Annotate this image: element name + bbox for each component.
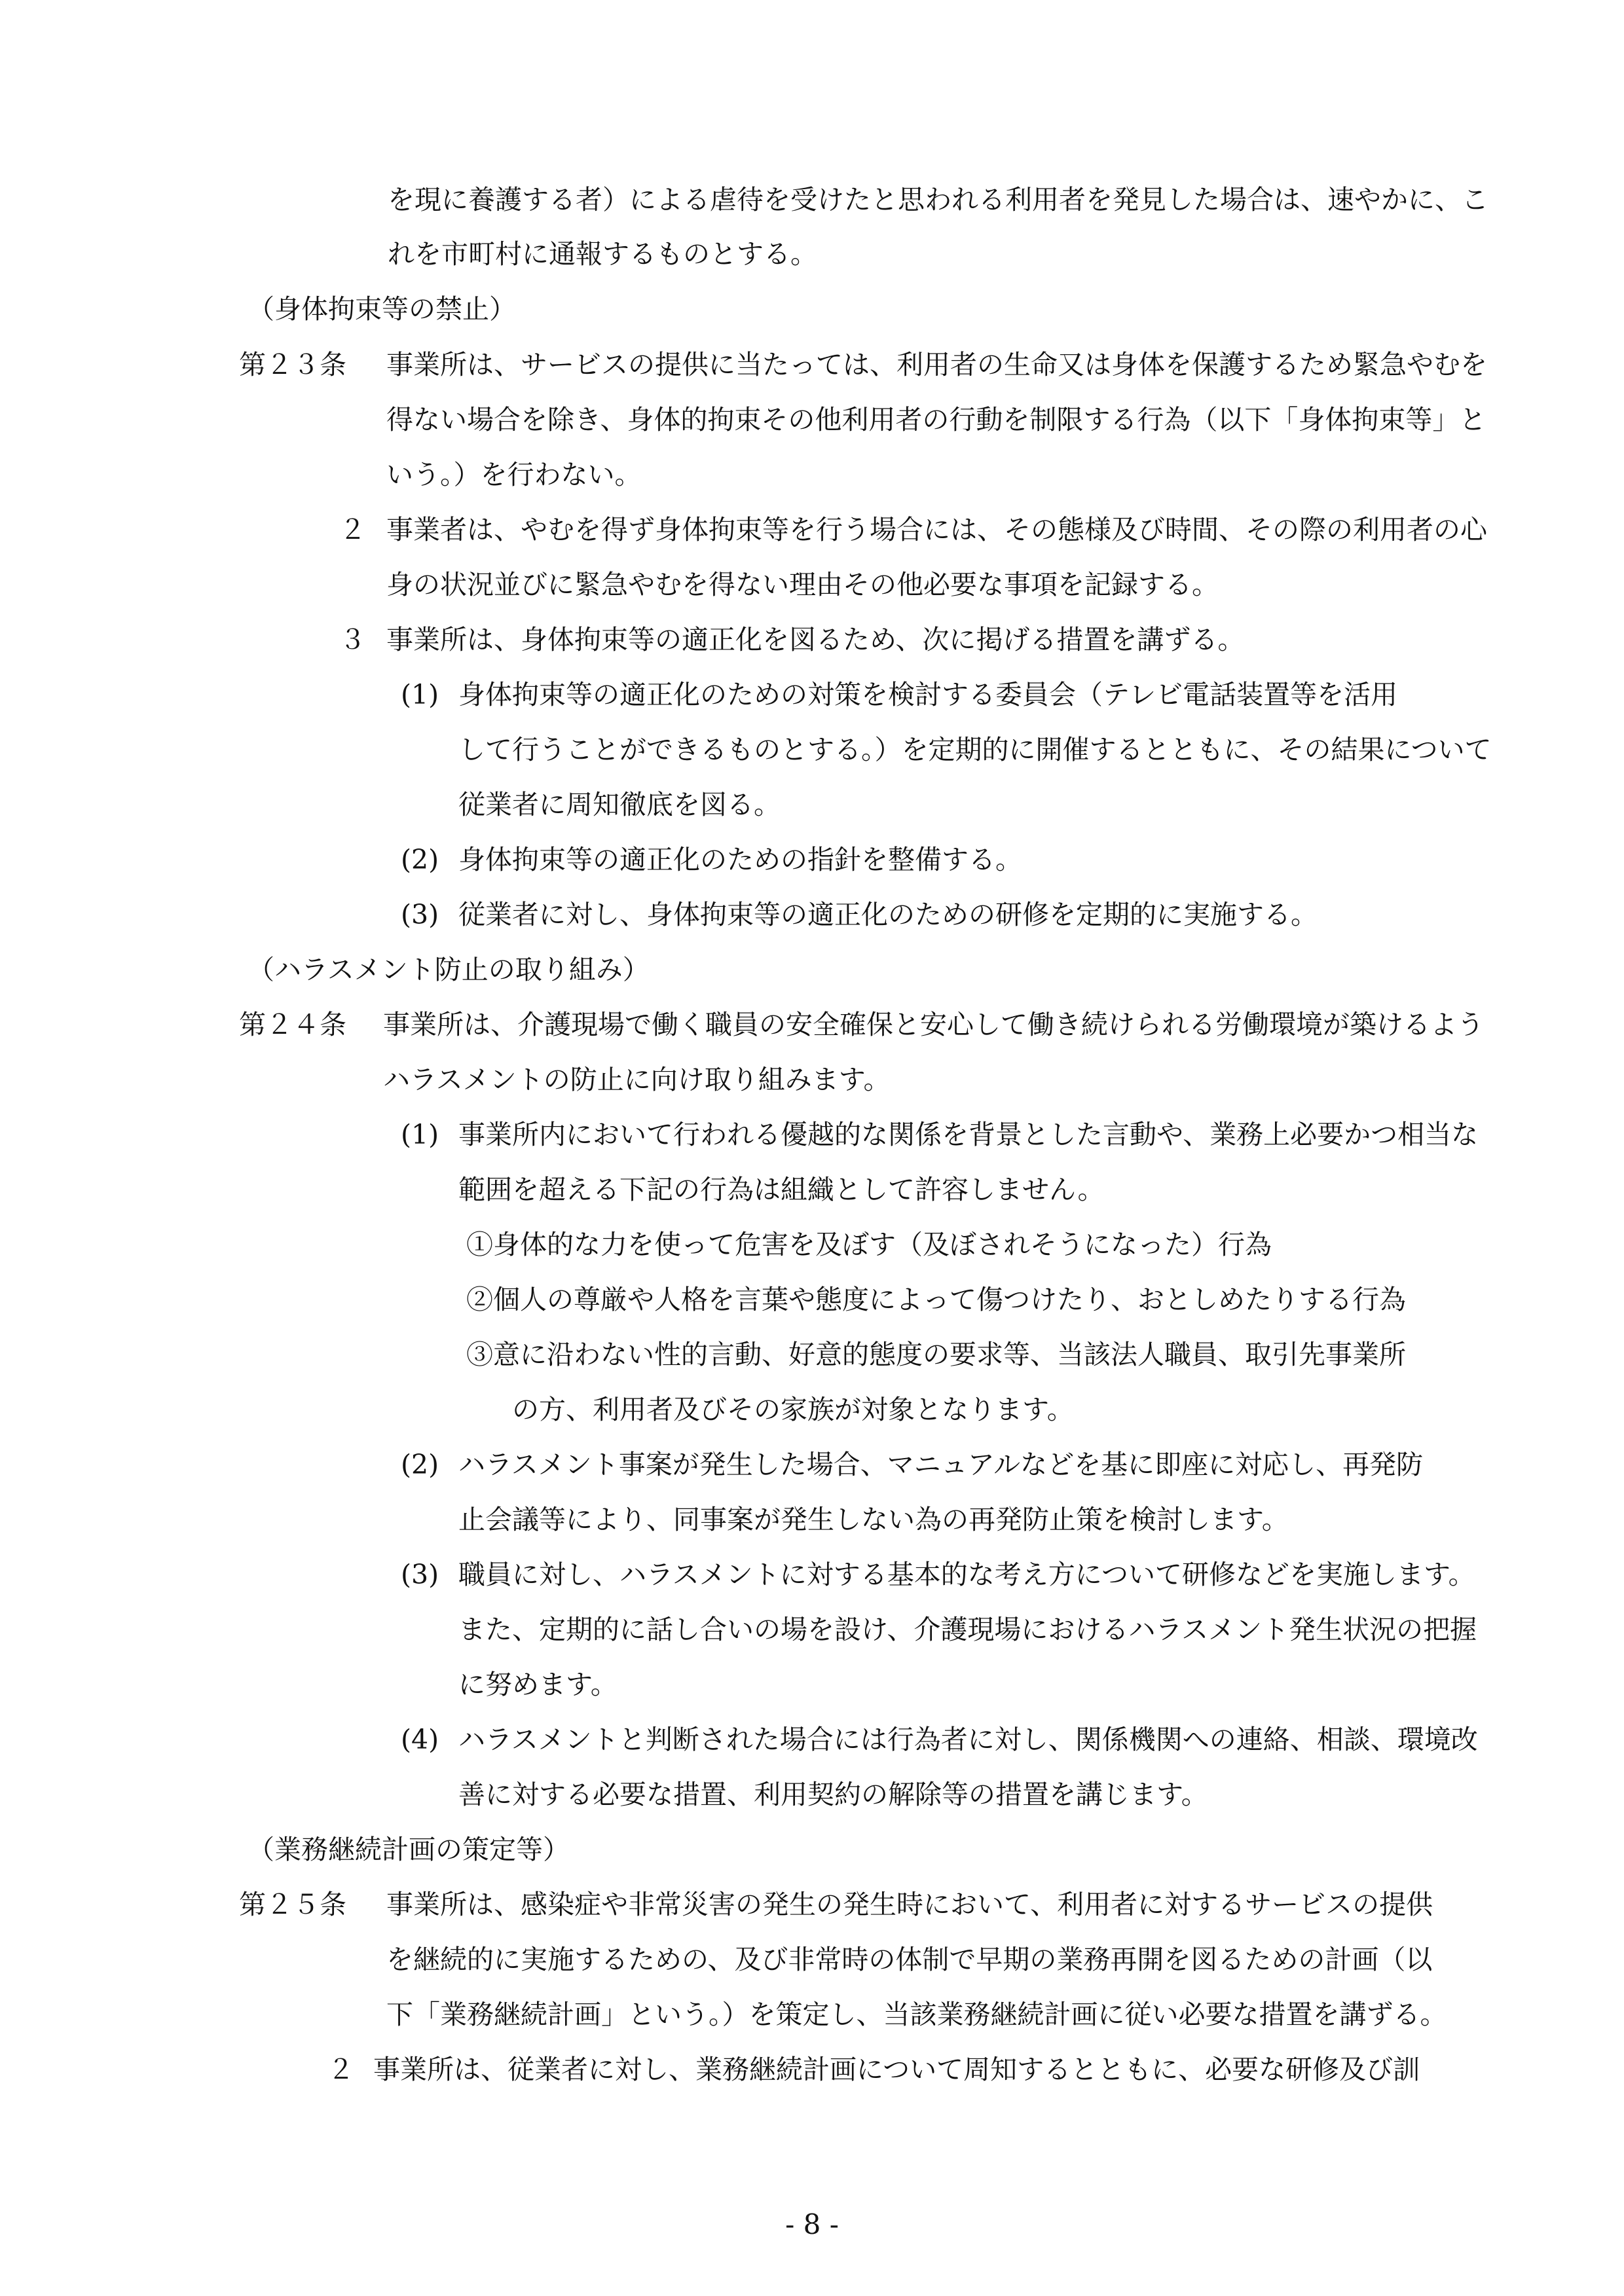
text-line: ③意に沿わない性的言動、好意的態度の要求等、当該法人職員、取引先事業所 [466, 1339, 1406, 1370]
text-line: 範囲を超える下記の行為は組織として許容しません。 [458, 1174, 1105, 1205]
text-line: また、定期的に話し合いの場を設け、介護現場におけるハラスメント発生状況の把握 [458, 1614, 1477, 1645]
text-line: 得ない場合を除き、身体的拘束その他利用者の行動を制限する行為（以下「身体拘束等」と [386, 404, 1486, 435]
text-line: 事業所は、サービスの提供に当たっては、利用者の生命又は身体を保護するため緊急やむを [386, 349, 1487, 380]
item-number: (3) [401, 899, 439, 930]
text-line: 従業者に対し、身体拘束等の適正化のための研修を定期的に実施する。 [458, 899, 1318, 930]
text-line: を現に養護する者）による虐待を受けたと思われる利用者を発見した場合は、速やかに、こ [388, 184, 1488, 215]
section-heading: （身体拘束等の禁止） [248, 293, 516, 325]
article-number: 第２３条 [239, 349, 346, 380]
page-number: - 8 - [785, 2208, 839, 2240]
text-line: 身体拘束等の適正化のための指針を整備する。 [458, 844, 1022, 875]
item-number: (3) [401, 1559, 439, 1590]
item-number: (1) [401, 1119, 439, 1150]
text-line: 身の状況並びに緊急やむを得ない理由その他必要な事項を記録する。 [386, 569, 1219, 600]
text-line: 事業所内において行われる優越的な関係を背景とした言動や、業務上必要かつ相当な [458, 1119, 1479, 1150]
text-line: ハラスメント事案が発生した場合、マニュアルなどを基に即座に対応し、再発防 [458, 1449, 1424, 1480]
text-line: 事業所は、従業者に対し、業務継続計画について周知するとともに、必要な研修及び訓 [373, 2054, 1420, 2085]
text-line: を継続的に実施するための、及び非常時の体制で早期の業務再開を図るための計画（以 [386, 1944, 1433, 1975]
paragraph-number: ２ [339, 514, 366, 545]
text-line: ハラスメントと判断された場合には行為者に対し、関係機関への連絡、相談、環境改 [458, 1724, 1478, 1755]
text-line: 事業所は、身体拘束等の適正化を図るため、次に掲げる措置を講ずる。 [386, 624, 1245, 655]
text-line: 事業所は、感染症や非常災害の発生の発生時において、利用者に対するサービスの提供 [386, 1889, 1433, 1920]
text-line: いう。）を行わない。 [386, 459, 642, 490]
text-line: 事業所は、介護現場で働く職員の安全確保と安心して働き続けられる労働環境が築けるよう [383, 1009, 1484, 1040]
text-line: 事業者は、やむを得ず身体拘束等を行う場合には、その態様及び時間、その際の利用者の心 [386, 514, 1487, 545]
text-line: 身体拘束等の適正化のための対策を検討する委員会（テレビ電話装置等を活用 [458, 679, 1398, 710]
text-line: に努めます。 [458, 1669, 618, 1700]
article-number: 第２４条 [239, 1009, 346, 1040]
text-line: れを市町村に通報するものとする。 [388, 238, 817, 270]
text-line: の方、利用者及びその家族が対象となります。 [512, 1394, 1074, 1425]
text-line: 善に対する必要な措置、利用契約の解除等の措置を講じます。 [458, 1779, 1208, 1810]
text-line: 従業者に周知徹底を図る。 [458, 789, 781, 820]
item-number: (1) [401, 679, 439, 710]
text-line: ハラスメントの防止に向け取り組みます。 [383, 1064, 891, 1095]
section-heading: （業務継続計画の策定等） [248, 1834, 570, 1865]
text-line: ②個人の尊厳や人格を言葉や態度によって傷つけたり、おとしめたりする行為 [466, 1284, 1406, 1315]
item-number: (4) [401, 1724, 439, 1755]
paragraph-number: ３ [339, 624, 366, 655]
item-number: (2) [401, 844, 439, 875]
text-line: 職員に対し、ハラスメントに対する基本的な考え方について研修などを実施します。 [458, 1559, 1475, 1590]
section-heading: （ハラスメント防止の取り組み） [248, 954, 650, 985]
paragraph-number: ２ [327, 2054, 354, 2085]
text-line: 止会議等により、同事案が発生しない為の再発防止策を検討します。 [458, 1504, 1289, 1535]
article-number: 第２５条 [239, 1889, 346, 1920]
item-number: (2) [401, 1449, 439, 1480]
text-line: 下「業務継続計画」という。）を策定し、当該業務継続計画に従い必要な措置を講ずる。 [386, 1999, 1447, 2030]
text-line: して行うことができるものとする。）を定期的に開催するとともに、その結果について [458, 734, 1492, 765]
text-line: ①身体的な力を使って危害を及ぼす（及ぼされそうになった）行為 [466, 1229, 1272, 1260]
